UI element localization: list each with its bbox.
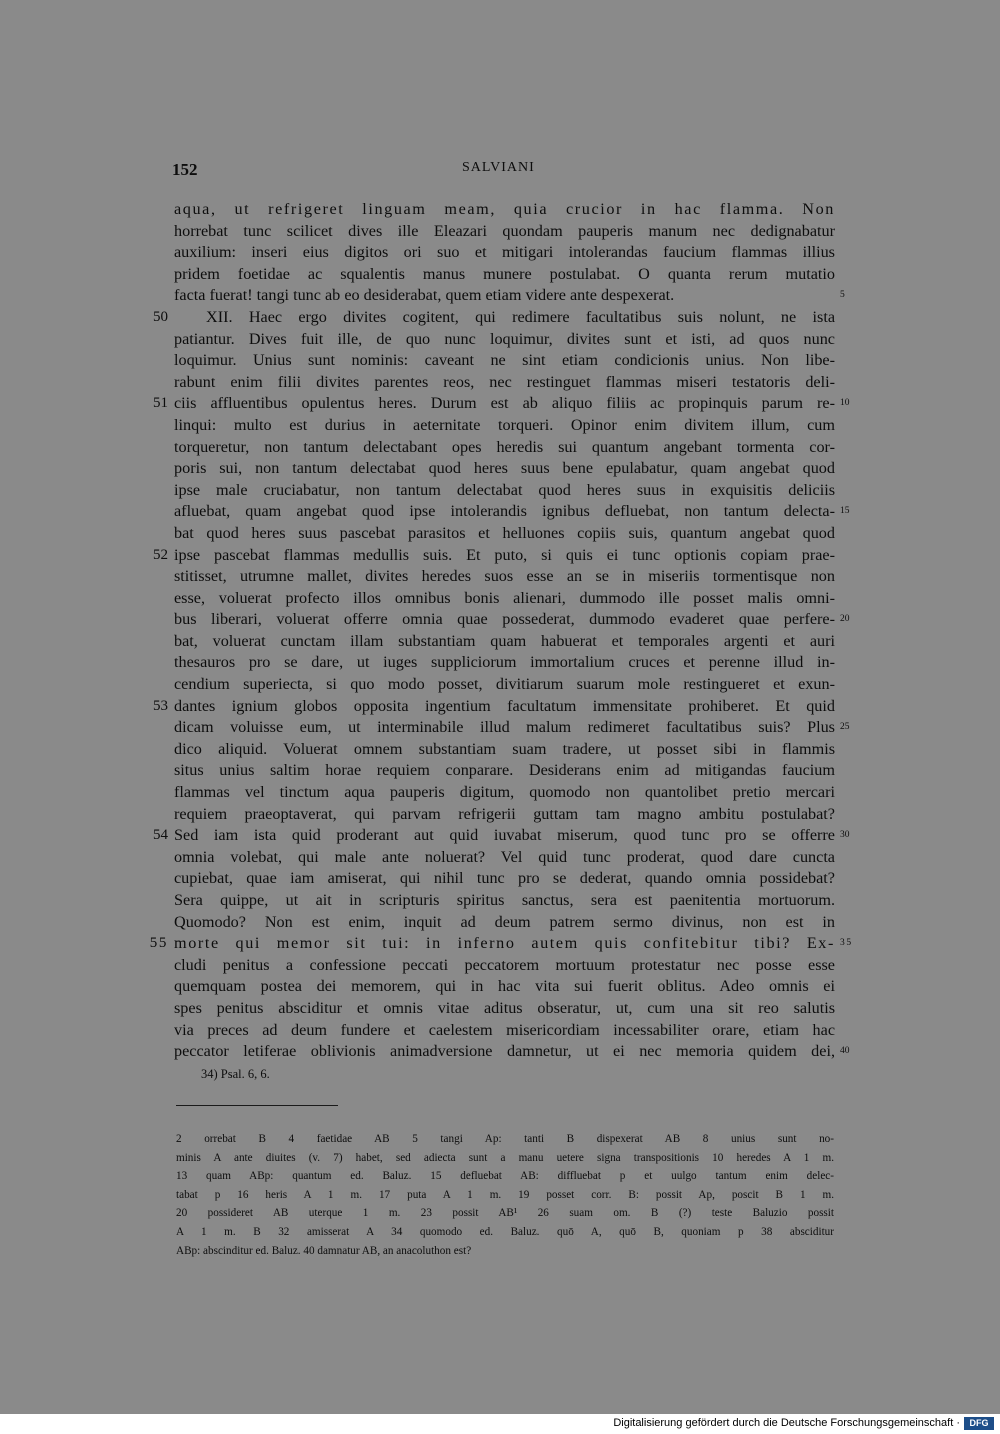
text-line-content: dantes ignium globos opposita ingentium facultatum immensitate prohiberet. Et quid: [174, 696, 835, 715]
quotation-footnote: 34) Psal. 6, 6.: [201, 1067, 270, 1081]
text-line-content: omnia volebat, qui male ante noluerat? Vel quid tunc proderat, quod dare cuncta: [174, 847, 835, 866]
text-line-content: flammas vel tinctum aqua pauperis digitum, quomodo non quantolibet pretio mercari: [174, 783, 835, 802]
line-number: 35: [840, 938, 853, 949]
page-number: 152: [172, 160, 198, 179]
text-line-content: rabunt enim filii divites parentes reos, nec restinguet flammas miseri testatoris deli-: [174, 372, 835, 391]
section-number: 50: [153, 308, 168, 325]
text-line: [153, 393, 850, 415]
section-number: 54: [153, 827, 168, 844]
section-number: 51: [153, 395, 168, 412]
text-line-content: cupiebat, quae iam amiserat, qui nihil tunc pro se dederat, quando omnia possidebat?: [174, 869, 835, 888]
page-header: [0, 160, 1000, 184]
text-line: [174, 242, 835, 264]
text-line-content: horrebat tunc scilicet dives ille Eleazari quondam pauperis manum nec dedignabatur: [174, 221, 835, 240]
section-number: 55: [149, 935, 168, 952]
text-line-content: dico aliquid. Voluerat omnem substantiam suam tradere, ut posset sibi in flammis: [174, 739, 835, 758]
text-line: [174, 437, 835, 459]
text-line-content: Quomodo? Non est enim, inquit ad deum patrem sermo divinus, non est in: [174, 912, 835, 931]
digitization-footer: [0, 1414, 1000, 1434]
text-line-content: poris sui, non tantum delectabat quod heres suus bene epulabatur, quam angebat quod: [174, 459, 835, 478]
text-line-content: via preces ad deum fundere et caelestem misericordiam incessabiliter orare, etiam hac: [174, 1020, 835, 1039]
text-line: [174, 501, 850, 523]
text-line-content: XII. Haec ergo divites cogitent, qui redimere facultatibus suis nolunt, ne ista: [206, 307, 835, 326]
text-line-content: stitisset, utrumne mallet, divites heredes suos esse an se in miseriis tormentisque non: [174, 567, 835, 586]
text-line: [153, 825, 850, 847]
text-line: [174, 221, 835, 243]
text-line-content: morte qui memor sit tui: in inferno autem quis confitebitur tibi? Ex-: [174, 934, 835, 953]
text-line-content: ipse pascebat flammas medullis suis. Et puto, si quis ei tunc optionis copiam prae-: [174, 545, 835, 564]
text-line-content: ciis affluentibus opulentus heres. Durum est ab aliquo filiis ac propinquis parum re-: [174, 394, 835, 413]
text-line-content: requiem praeoptaverat, qui parvam refrigerii guttam tam magno ambitu postulabat?: [174, 804, 835, 823]
line-number: 40: [840, 1046, 850, 1057]
text-line-content: spes penitus absciditur et omnis vitae aditus obseratur, ut, cum una sit reo salutis: [174, 998, 835, 1017]
text-line-content: loquimur. Unius sunt nominis: caveant ne sint etiam condicionis unius. Non libe-: [174, 351, 835, 370]
running-head: SALVIANI: [462, 160, 535, 175]
text-line: [174, 847, 835, 869]
section-number: 52: [153, 546, 168, 563]
line-number: 15: [840, 506, 850, 517]
apparatus-line: 20 possideret AB uterque 1 m. 23 possit AB¹ 26 suam om. B (?) teste Baluzio possit: [176, 1207, 834, 1220]
line-number: 25: [840, 722, 850, 733]
text-line: [153, 696, 835, 718]
text-line: [153, 545, 835, 567]
text-line: [174, 717, 850, 739]
apparatus-line: 13 quam ABp: quantum ed. Baluz. 15 defluebat AB: diffluebat p et uulgo tantum enim delec-: [176, 1170, 834, 1183]
text-line: [174, 739, 835, 761]
text-line-content: cludi penitus a confessione peccati peccatorem mortuum protestatur nec posse esse: [174, 955, 835, 974]
text-line: [174, 372, 835, 394]
text-line: [174, 588, 835, 610]
apparatus-line: tabat p 16 heris A 1 m. 17 puta A 1 m. 19 posset corr. B: possit Ap, poscit B 1 m.: [176, 1188, 834, 1201]
text-line: [174, 199, 835, 221]
text-line-content: peccator letiferae oblivionis animadversione damnetur, ut ei nec memoria quidem dei,: [174, 1042, 835, 1061]
text-line-content: dicam voluisse eum, ut interminabile illud malum redimeret facultatibus suis? Plus: [174, 718, 835, 737]
main-text: [149, 199, 853, 1063]
text-line: [174, 782, 835, 804]
text-line-content: facta fuerat! tangi tunc ab eo desiderabat, quem etiam videre ante despexerat.: [174, 286, 675, 305]
text-line-content: situs unius saltim horae requiem conparare. Desiderans enim ad mitigandas faucium: [174, 761, 835, 780]
text-line: [174, 760, 835, 782]
text-line: [174, 415, 835, 437]
text-line: [174, 804, 835, 826]
line-number: 20: [840, 614, 850, 625]
text-line: [174, 285, 845, 307]
footnote-rule: [176, 1105, 338, 1106]
text-line-content: thesauros pro se dare, ut iuges suppliciorum immortalium cruces et perenne illud in-: [174, 653, 835, 672]
text-line: [174, 912, 835, 934]
text-line-content: afluebat, quam angebat quod ipse intolerandis ignibus defluebat, non tantum delecta-: [174, 502, 835, 521]
dfg-logo: DFG: [964, 1417, 994, 1430]
text-line-content: aqua, ut refrigeret linguam meam, quia crucior in hac flamma. Non: [174, 200, 835, 218]
text-line: [174, 329, 835, 351]
text-line-content: ipse male cruciabatur, non tantum delectabat quod heres suus in exquisitis deliciis: [174, 480, 835, 499]
text-line: [174, 652, 835, 674]
text-line: [174, 674, 835, 696]
text-line-content: Sed iam ista quid proderant aut quid iuvabat miserum, quod tunc pro se offerre: [174, 826, 835, 845]
text-line-content: patiantur. Dives fuit ille, de quo nunc loquimur, divites sunt et isti, ad quos nunc: [174, 329, 835, 348]
text-line: [174, 480, 835, 502]
text-line-content: esse, voluerat profecto illos omnibus bonis alienari, dummodo ille posset malis omni-: [174, 588, 835, 607]
apparatus-line: 2 orrebat B 4 faetidae AB 5 tangi Ap: tanti B dispexerat AB 8 unius sunt no-: [176, 1133, 834, 1145]
text-line-content: linqui: multo est durius in aeternitate torqueri. Opinor enim divitem illum, cum: [174, 415, 835, 434]
line-number: 30: [840, 830, 850, 841]
text-line-content: torqueretur, non tantum delectabant opes heredis sui quantum angebant tormenta cor-: [174, 437, 835, 456]
apparatus-line: ABp: abscinditur ed. Baluz. 40 damnatur AB, an anacoluthon est?: [176, 1244, 472, 1257]
text-line: [174, 566, 835, 588]
text-line-content: auxilium: inseri eius digitos ori suo et mitigari intolerandas faucium flammas illius: [174, 243, 835, 262]
text-line-content: quemquam postea dei memorem, qui in hac vita sui fuerit oblitus. Adeo omnis ei: [174, 977, 835, 996]
text-line: [174, 264, 835, 286]
critical-apparatus: [176, 1130, 834, 1260]
text-line: [174, 998, 835, 1020]
text-line-content: bat quod heres suus pascebat parasitos et helluones copiis suis, quantum angebat quod: [174, 523, 835, 542]
text-line: [174, 890, 835, 912]
text-line: [153, 307, 835, 329]
text-line: [174, 350, 835, 372]
text-line: [174, 1041, 850, 1063]
text-line: [174, 955, 835, 977]
funding-credit: Digitalisierung gefördert durch die Deutsche Forschungsgemeinschaft ·: [613, 1417, 960, 1429]
text-line: [174, 631, 835, 653]
text-line-content: cendium superiecta, si quo modo posset, divitiarum suarum mole restingueret et exun-: [174, 675, 835, 694]
text-line-content: bat, voluerat cunctam illam substantiam quam habuerat et temporales argenti et auri: [174, 631, 835, 650]
apparatus-line: A 1 m. B 32 amisserat A 34 quomodo ed. Baluz. quō A, quō B, quoniam p 38 absciditur: [176, 1225, 834, 1238]
text-line: [174, 458, 835, 480]
text-line-content: pridem foetidae ac squalentis manus munere postulabat. O quanta rerum mutatio: [174, 264, 835, 283]
line-number: 5: [840, 290, 845, 301]
text-line-content: Sera quippe, ut ait in scripturis spiritus sanctus, sera est paenitentia mortuorum.: [174, 891, 835, 909]
line-number: 10: [840, 398, 850, 409]
text-line: [174, 523, 835, 545]
text-line: [174, 868, 835, 890]
section-number: 53: [153, 697, 168, 714]
text-line-content: bus liberari, voluerat offerre omnia quae possederat, dummodo evaderet quae perfere-: [174, 610, 835, 629]
text-line: [174, 609, 850, 631]
apparatus-line: minis A ante diuites (v. 7) habet, sed adiecta sunt a manu uetere signa transpositionis 10 heredes A 1 m.: [176, 1151, 834, 1164]
text-line: [174, 1020, 835, 1042]
text-line: [149, 933, 853, 955]
text-line: [174, 976, 835, 998]
